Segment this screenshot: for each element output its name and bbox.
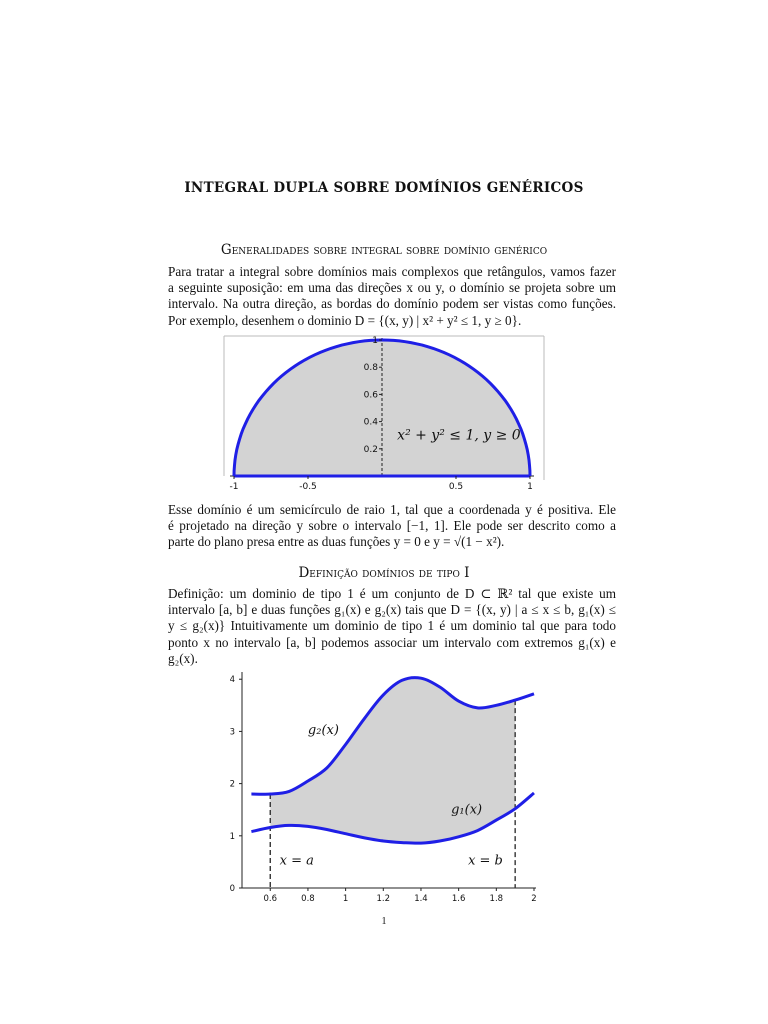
x-tick-label: 0.8 — [301, 894, 315, 904]
text-line: intervalo. Na outra direção, as bordas do domínio podem ser vistas como funções. — [168, 296, 616, 312]
x-tick-label: 1.6 — [451, 894, 466, 904]
y-tick-label: 0.4 — [363, 417, 378, 428]
paragraph-semicircle — [168, 502, 616, 551]
text-line: Para tratar a integral sobre domínios mais complexos que retângulos, vamos fazer — [168, 264, 616, 279]
g1-label: g₁(x) — [451, 802, 483, 818]
text-line: a seguinte suposição: em uma das direções x ou y, o domínio se projeta sobre um — [168, 280, 616, 296]
y-tick-label: 1 — [229, 831, 235, 842]
y-tick-label: 3 — [229, 727, 235, 738]
text-line: parte do plano presa entre as duas funções y = 0 e y = √(1 − x²). — [168, 534, 505, 550]
type-one-domain-plot — [218, 668, 548, 908]
paragraph-intro — [168, 264, 616, 329]
section-heading-type-one: Definição domínios de tipo I — [298, 565, 470, 581]
x-equals-b-label: x = b — [468, 853, 503, 869]
x-tick-label: 1.8 — [489, 894, 504, 904]
y-tick-label: 1 — [372, 336, 378, 346]
x-tick-label: -0.5 — [299, 482, 317, 490]
x-tick-label: 1 — [527, 482, 533, 490]
x-tick-label: 1.2 — [376, 894, 391, 904]
x-tick-label: 0.5 — [448, 482, 464, 490]
text-line: Definição: um dominio de tipo 1 é um conjunto de D ⊂ ℝ² tal que existe um — [168, 586, 616, 601]
section-heading-generalities: Generalidades sobre integral sobre domínio genérico — [220, 242, 548, 258]
page-number: 1 — [381, 916, 387, 927]
text-line: ponto x no intervalo [a, b] podemos associar um intervalo com extremos g₁(x) e — [168, 634, 616, 650]
y-tick-label: 0 — [229, 884, 235, 894]
y-tick-label: 0.6 — [363, 390, 378, 401]
g2-label: g₂(x) — [307, 723, 339, 739]
domain-fill — [270, 678, 515, 843]
x-tick-label: 1 — [342, 894, 349, 904]
x-tick-label: 0.6 — [263, 894, 278, 904]
page-title: INTEGRAL DUPLA SOBRE DOMÍNIOS GENÉRICOS — [184, 180, 584, 196]
semicircle-domain-plot — [222, 330, 552, 490]
text-line: y ≤ g₂(x)} Intuitivamente um dominio de tipo 1 é um dominio tal que para todo — [168, 618, 616, 634]
text-line: g₂(x). — [168, 650, 198, 666]
y-tick-label: 4 — [229, 675, 235, 686]
y-tick-label: 2 — [229, 779, 235, 790]
y-tick-label: 0.8 — [363, 363, 378, 374]
y-tick-label: 0.2 — [363, 444, 378, 455]
x-tick-label: -1 — [229, 482, 239, 490]
domain-inequality-label: x² + y² ≤ 1, y ≥ 0 — [397, 427, 521, 444]
text-line: Por exemplo, desenhem o dominio D = {(x, y) | x² + y² ≤ 1, y ≥ 0}. — [168, 312, 522, 328]
text-line: Esse domínio é um semicírculo de raio 1, tal que a coordenada y é positiva. Ele — [168, 502, 616, 517]
x-tick-label: 2 — [531, 894, 537, 904]
x-equals-a-label: x = a — [279, 853, 314, 869]
paragraph-definition — [168, 586, 616, 667]
x-tick-label: 1.4 — [414, 894, 428, 904]
text-line: intervalo [a, b] e duas funções g₁(x) e g₂(x) tais que D = {(x, y) | a ≤ x ≤ b, g₁(x) ≤ — [168, 602, 616, 618]
text-line: é projetado na direção y sobre o intervalo [−1, 1]. Ele pode ser descrito como a — [168, 518, 616, 534]
